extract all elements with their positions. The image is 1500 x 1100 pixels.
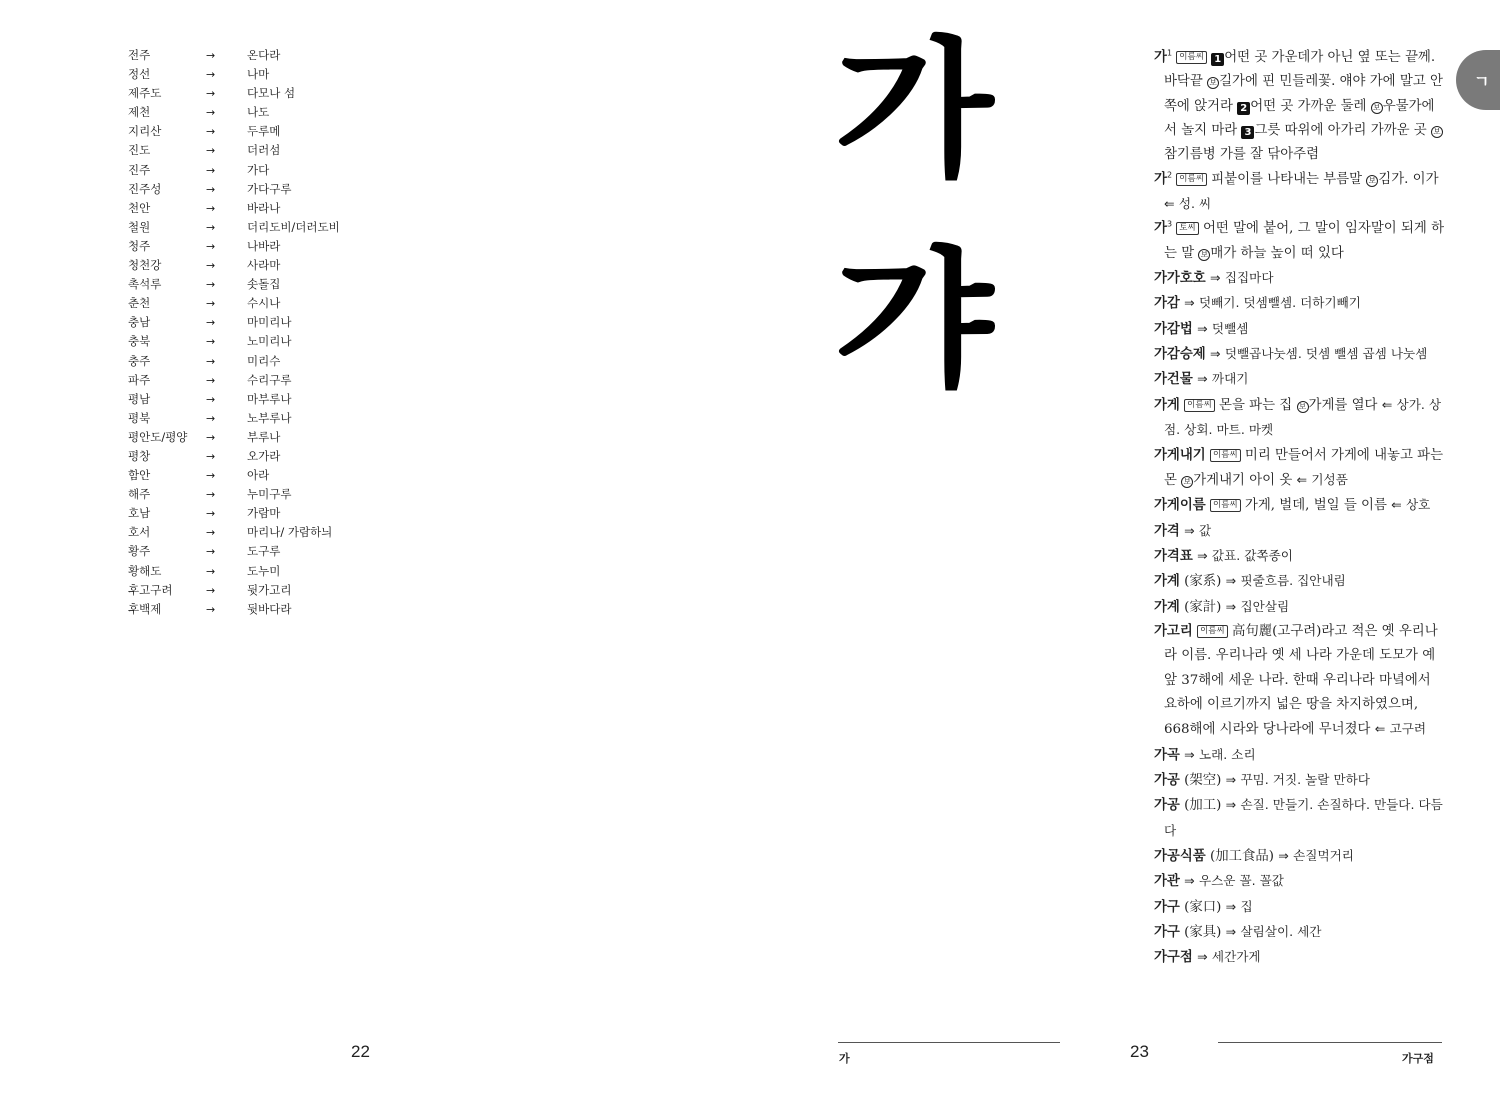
definition: 몬을 파는 집	[1219, 397, 1293, 413]
place-row	[128, 103, 388, 122]
arrow-icon: →	[206, 583, 216, 597]
dictionary-entry	[1154, 895, 1446, 920]
part-of-speech-tag: 이름씨	[1210, 449, 1241, 462]
place-name-native: 온다라	[247, 48, 281, 62]
arrow-icon: →	[206, 125, 216, 139]
to-arrow-icon: ⇒	[1225, 797, 1237, 813]
place-row	[128, 447, 388, 466]
place-name-native: 바라나	[247, 200, 281, 215]
headword: 가격	[1154, 523, 1180, 539]
place-name-standard: 평북	[128, 410, 151, 425]
part-of-speech-tag: 토씨	[1176, 222, 1198, 235]
headword: 가격표	[1154, 548, 1193, 564]
headword: 가게이름	[1154, 498, 1206, 514]
place-name-native: 사라마	[247, 258, 281, 273]
arrow-icon: →	[206, 49, 216, 62]
arrow-icon: →	[206, 469, 216, 483]
arrow-icon: →	[206, 316, 216, 330]
place-name-standard: 황해도	[128, 563, 162, 578]
place-row	[128, 581, 388, 600]
to-arrow-icon: ⇒	[1225, 924, 1237, 940]
native-replacement: 값	[1198, 522, 1212, 538]
dictionary-entry	[1154, 266, 1446, 291]
place-name-native: 가다	[247, 162, 270, 177]
replaced-word: 성. 씨	[1178, 196, 1212, 212]
hanja-origin: (加工食品)	[1210, 849, 1275, 864]
dictionary-entry	[1154, 544, 1446, 569]
place-row	[128, 523, 388, 542]
replaced-word: 상호	[1405, 497, 1431, 513]
dictionary-entry	[1154, 444, 1446, 494]
to-arrow-icon: ⇒	[1184, 746, 1195, 762]
example-marker-icon: 보	[1198, 249, 1210, 261]
dictionary-entries	[1154, 46, 1446, 971]
to-arrow-icon: ⇒	[1225, 573, 1237, 589]
definition: 高句麗(고구려)라고 적은 옛 우리나라 이름. 우리나라 옛 세 나라 가운데 도모가 예앞 37해에 세운 나라. 한때 우리나라 마녘에서 요하에 이르기까지 넓은 땅을 차지하였으며, 668해에 시라와 당나라에 무너졌다	[1164, 623, 1438, 738]
headword: 가감법	[1154, 321, 1193, 337]
to-arrow-icon: ⇒	[1184, 522, 1195, 538]
dictionary-entry	[1154, 342, 1446, 367]
arrow-icon: →	[206, 106, 216, 120]
dictionary-entry	[1154, 493, 1446, 518]
place-name-table	[128, 46, 388, 619]
dictionary-entry	[1154, 291, 1446, 316]
footer-rule-left	[838, 1042, 1060, 1043]
to-arrow-icon: ⇒	[1225, 771, 1237, 787]
place-name-standard: 황주	[128, 544, 151, 559]
example-marker-icon: 보	[1297, 401, 1309, 413]
place-row	[128, 65, 388, 84]
arrow-icon: →	[206, 239, 216, 253]
place-name-standard: 제주도	[128, 86, 162, 101]
native-replacement: 우스운 꼴. 꼴값	[1198, 873, 1284, 889]
place-row	[128, 275, 388, 294]
place-name-standard: 진도	[128, 143, 151, 158]
place-row	[128, 237, 388, 256]
to-arrow-icon: ⇒	[1278, 848, 1289, 863]
section-letter-ga: 가	[834, 24, 989, 198]
place-row	[128, 600, 388, 619]
to-arrow-icon: ⇒	[1197, 547, 1208, 563]
place-name-native: 수리구루	[247, 372, 292, 387]
definition: 피붙이를 나타내는 부름말	[1211, 171, 1363, 187]
headword: 가구	[1154, 899, 1180, 915]
place-name-standard: 후백제	[128, 601, 162, 616]
arrow-icon: →	[206, 220, 216, 234]
definition: 미리 만들어서 가게에 내놓고 파는 몬	[1164, 447, 1444, 488]
definition: 가게, 벌데, 벌일 들 이름	[1244, 498, 1387, 514]
hanja-origin: (家具)	[1184, 925, 1222, 941]
headword: 가	[1154, 221, 1167, 237]
sense-number: 1	[1211, 53, 1224, 66]
place-row	[128, 161, 388, 180]
place-row	[128, 141, 388, 160]
arrow-icon: →	[206, 163, 216, 177]
from-arrow-icon: ⇐	[1296, 471, 1308, 487]
dictionary-entry	[1154, 743, 1446, 768]
place-row	[128, 294, 388, 313]
example-marker-icon: 보	[1431, 126, 1443, 138]
example: 참기름병 가를 잘 닦아주렴	[1164, 147, 1320, 163]
dictionary-entry	[1154, 945, 1446, 970]
dictionary-entry	[1154, 46, 1446, 168]
dictionary-entry	[1154, 569, 1446, 594]
place-name-native: 나마	[247, 67, 270, 82]
example: 우물가에서 놀지 마라	[1164, 98, 1435, 139]
place-name-native: 마리나/ 가람하늬	[247, 525, 333, 540]
place-name-standard: 진주	[128, 162, 151, 177]
arrow-icon: →	[206, 259, 216, 273]
dictionary-entry	[1154, 768, 1446, 793]
place-row	[128, 409, 388, 428]
replaced-word: 상가. 상점. 상회. 마트. 마켓	[1164, 396, 1442, 438]
place-name-native: 도누미	[247, 563, 281, 578]
example-marker-icon: 보	[1207, 77, 1219, 89]
dictionary-entry	[1154, 168, 1446, 218]
headword: 가공식품	[1154, 849, 1206, 864]
place-name-standard: 평남	[128, 391, 151, 406]
arrow-icon: →	[206, 278, 216, 292]
place-name-standard: 평안도/평양	[128, 429, 188, 444]
sense-number: 3	[1241, 126, 1254, 139]
place-name-native: 부루나	[247, 429, 281, 444]
place-name-standard: 호남	[128, 506, 151, 521]
arrow-icon: →	[206, 526, 216, 540]
place-name-native: 마부루나	[247, 391, 292, 406]
definition: 어떤 말에 붙어, 그 말이 임자말이 되게 하는 말	[1164, 221, 1445, 261]
homograph-number: 3	[1166, 219, 1173, 229]
arrow-icon: →	[206, 545, 216, 559]
arrow-icon: →	[206, 144, 216, 158]
example: 김가. 이가	[1378, 171, 1439, 187]
place-name-standard: 함안	[128, 468, 151, 483]
dictionary-entry	[1154, 620, 1446, 743]
arrow-icon: →	[206, 68, 216, 82]
place-name-standard: 제천	[128, 105, 151, 120]
headword: 가	[1154, 171, 1167, 187]
place-row	[128, 428, 388, 447]
native-replacement: 집집마다	[1224, 270, 1274, 286]
place-name-standard: 천안	[128, 200, 151, 215]
arrow-icon: →	[206, 392, 216, 406]
place-name-standard: 춘천	[128, 296, 151, 311]
place-name-native: 나바라	[247, 238, 281, 253]
place-name-standard: 철원	[128, 219, 151, 234]
headword: 가계	[1154, 599, 1180, 615]
example-marker-icon: 보	[1366, 175, 1378, 187]
thumb-index-letter: ㄱ	[1474, 72, 1490, 91]
native-replacement: 덧뺄곱나눗셈. 덧셈 뺄셈 곱셈 나눗셈	[1224, 346, 1428, 362]
place-name-native: 수시나	[247, 296, 281, 311]
native-replacement: 집	[1240, 898, 1253, 914]
headword: 가곡	[1154, 747, 1180, 763]
page-number-left: 22	[351, 1042, 370, 1061]
arrow-icon: →	[206, 411, 216, 425]
dictionary-entry	[1154, 317, 1446, 342]
to-arrow-icon: ⇒	[1197, 371, 1208, 387]
arrow-icon: →	[206, 373, 216, 387]
headword: 가공	[1154, 798, 1180, 814]
to-arrow-icon: ⇒	[1210, 270, 1221, 286]
place-row	[128, 371, 388, 390]
place-name-standard: 전주	[128, 48, 151, 62]
to-arrow-icon: ⇒	[1210, 346, 1221, 362]
to-arrow-icon: ⇒	[1184, 873, 1195, 889]
headword: 가게내기	[1154, 447, 1206, 463]
headword: 가공	[1154, 772, 1180, 788]
place-row	[128, 313, 388, 332]
native-replacement: 손질. 만들기. 손질하다. 만들다. 다듬다	[1164, 797, 1443, 838]
place-name-standard: 호서	[128, 525, 151, 540]
headword: 가구점	[1154, 950, 1193, 966]
headword: 가건물	[1154, 372, 1193, 388]
place-name-native: 뒷가고리	[247, 582, 292, 597]
headword: 가구	[1154, 925, 1180, 941]
native-replacement: 값표. 값쪽종이	[1211, 547, 1293, 563]
running-head-first-word: 가	[839, 1052, 850, 1065]
place-name-native: 뒷바다라	[247, 601, 292, 616]
dictionary-entry	[1154, 844, 1446, 869]
place-row	[128, 199, 388, 218]
place-name-standard: 정선	[128, 67, 151, 82]
running-head-last-word: 가구점	[1402, 1052, 1434, 1065]
example: 매가 하늘 높이 떠 있다	[1210, 245, 1344, 261]
definition: 그릇 따위에 아가리 가까운 곳	[1254, 123, 1427, 139]
dictionary-entry	[1154, 367, 1446, 392]
arrow-icon: →	[206, 602, 216, 616]
place-row	[128, 180, 388, 199]
replaced-word: 기성품	[1311, 471, 1348, 487]
arrow-icon: →	[206, 354, 216, 368]
place-name-native: 다모나 섬	[247, 86, 296, 101]
native-replacement: 집안살림	[1240, 598, 1290, 614]
place-row	[128, 122, 388, 141]
place-name-native: 마미리나	[247, 315, 292, 330]
place-name-standard: 진주성	[128, 181, 162, 196]
headword: 가감	[1154, 296, 1180, 312]
place-name-standard: 충북	[128, 334, 151, 349]
dictionary-entry	[1154, 595, 1446, 620]
place-row	[128, 504, 388, 523]
place-name-native: 솟돌집	[247, 277, 281, 292]
homograph-number: 1	[1166, 48, 1173, 58]
section-letter-gya: 갸	[834, 234, 989, 408]
arrow-icon: →	[206, 430, 216, 444]
from-arrow-icon: ⇐	[1381, 396, 1393, 412]
arrow-icon: →	[206, 87, 216, 101]
part-of-speech-tag: 이름씨	[1210, 499, 1241, 512]
native-replacement: 핏줄흐름. 집안내림	[1240, 573, 1346, 589]
hanja-origin: (家系)	[1184, 574, 1222, 590]
place-name-native: 가람마	[247, 506, 281, 521]
place-row	[128, 485, 388, 504]
place-name-native: 누미구루	[247, 487, 292, 502]
part-of-speech-tag: 이름씨	[1176, 51, 1207, 64]
arrow-icon: →	[206, 201, 216, 215]
place-name-native: 노부루나	[247, 410, 292, 425]
arrow-icon: →	[206, 297, 216, 311]
place-name-standard: 청천강	[128, 258, 162, 273]
place-name-native: 노미리나	[247, 334, 292, 349]
place-name-native: 더리도비/더러도비	[247, 219, 340, 234]
place-name-standard: 충남	[128, 315, 151, 330]
place-row	[128, 218, 388, 237]
place-name-native: 도구루	[247, 544, 281, 559]
place-name-standard: 파주	[128, 372, 151, 387]
to-arrow-icon: ⇒	[1225, 898, 1237, 914]
arrow-icon: →	[206, 335, 216, 349]
native-replacement: 살림살이. 세간	[1240, 924, 1322, 940]
place-name-native: 오가라	[247, 448, 281, 463]
dictionary-entry	[1154, 869, 1446, 894]
place-name-standard: 충주	[128, 353, 151, 368]
footer-rule-right	[1218, 1042, 1442, 1043]
arrow-icon: →	[206, 449, 216, 463]
from-arrow-icon: ⇐	[1374, 721, 1386, 737]
arrow-icon: →	[206, 507, 216, 521]
native-replacement: 덧빼기. 덧셈뺄셈. 더하기빼기	[1198, 295, 1361, 311]
native-replacement: 꾸밈. 거짓. 놀랄 만하다	[1240, 771, 1370, 787]
native-replacement: 노래. 소리	[1198, 746, 1256, 762]
place-row	[128, 352, 388, 371]
arrow-icon: →	[206, 182, 216, 196]
page-number-right: 23	[1130, 1042, 1149, 1061]
place-row	[128, 390, 388, 409]
hanja-origin: (家計)	[1184, 599, 1222, 615]
arrow-icon: →	[206, 488, 216, 502]
dictionary-entry	[1154, 920, 1446, 945]
place-row	[128, 562, 388, 581]
example-marker-icon: 보	[1371, 102, 1383, 114]
place-name-native: 가다구루	[247, 181, 292, 196]
native-replacement: 덧뺄셈	[1211, 320, 1249, 336]
definition: 어떤 곳 가까운 둘레	[1250, 98, 1367, 114]
dictionary-entry	[1154, 217, 1446, 266]
definition: 어떤 곳 가운데가 아닌 옆 또는 끝께. 바닥끝	[1164, 50, 1436, 90]
place-row	[128, 332, 388, 351]
dictionary-entry	[1154, 393, 1446, 444]
place-row	[128, 84, 388, 103]
native-replacement: 까대기	[1211, 371, 1249, 387]
headword: 가게	[1154, 397, 1180, 413]
replaced-word: 고구려	[1389, 721, 1427, 737]
arrow-icon: →	[206, 564, 216, 578]
place-row	[128, 46, 388, 65]
example: 길가에 핀 민들레꽃. 얘야 가에 말고 안쪽에 앉거라	[1164, 74, 1443, 114]
headword: 가	[1154, 50, 1167, 65]
headword: 가가호호	[1154, 271, 1206, 287]
place-name-native: 나도	[247, 105, 270, 120]
place-name-native: 미리수	[247, 353, 281, 368]
dictionary-entry	[1154, 793, 1446, 844]
from-arrow-icon: ⇐	[1391, 497, 1402, 513]
homograph-number: 2	[1166, 170, 1173, 180]
to-arrow-icon: ⇒	[1197, 320, 1208, 336]
to-arrow-icon: ⇒	[1197, 949, 1208, 965]
example: 가게내기 아이 옷	[1193, 472, 1293, 488]
place-name-standard: 청주	[128, 238, 151, 253]
place-name-standard: 촉석루	[128, 277, 162, 292]
place-name-standard: 지리산	[128, 124, 162, 139]
place-name-standard: 후고구려	[128, 582, 173, 597]
part-of-speech-tag: 이름씨	[1197, 625, 1228, 638]
from-arrow-icon: ⇐	[1164, 196, 1175, 212]
place-row	[128, 466, 388, 485]
place-name-standard: 해주	[128, 487, 151, 502]
example: 가게를 열다	[1308, 397, 1378, 413]
headword: 가계	[1154, 574, 1180, 590]
place-row	[128, 256, 388, 275]
headword: 가고리	[1154, 623, 1193, 639]
hanja-origin: (家口)	[1184, 899, 1222, 915]
place-name-native: 아라	[247, 468, 270, 483]
place-name-native: 더러섬	[247, 143, 281, 158]
native-replacement: 세간가게	[1211, 949, 1261, 965]
to-arrow-icon: ⇒	[1225, 598, 1237, 614]
part-of-speech-tag: 이름씨	[1184, 399, 1215, 412]
hanja-origin: (架空)	[1184, 772, 1222, 788]
place-name-native: 두루메	[247, 124, 281, 139]
place-name-standard: 평창	[128, 448, 151, 463]
part-of-speech-tag: 이름씨	[1176, 173, 1207, 186]
headword: 가관	[1154, 874, 1180, 890]
native-replacement: 손질먹거리	[1293, 848, 1354, 863]
sense-number: 2	[1237, 102, 1250, 115]
to-arrow-icon: ⇒	[1184, 295, 1195, 311]
place-row	[128, 542, 388, 561]
example-marker-icon: 보	[1181, 476, 1193, 488]
hanja-origin: (加工)	[1184, 798, 1222, 814]
dictionary-entry	[1154, 519, 1446, 544]
headword: 가감승제	[1154, 347, 1206, 363]
